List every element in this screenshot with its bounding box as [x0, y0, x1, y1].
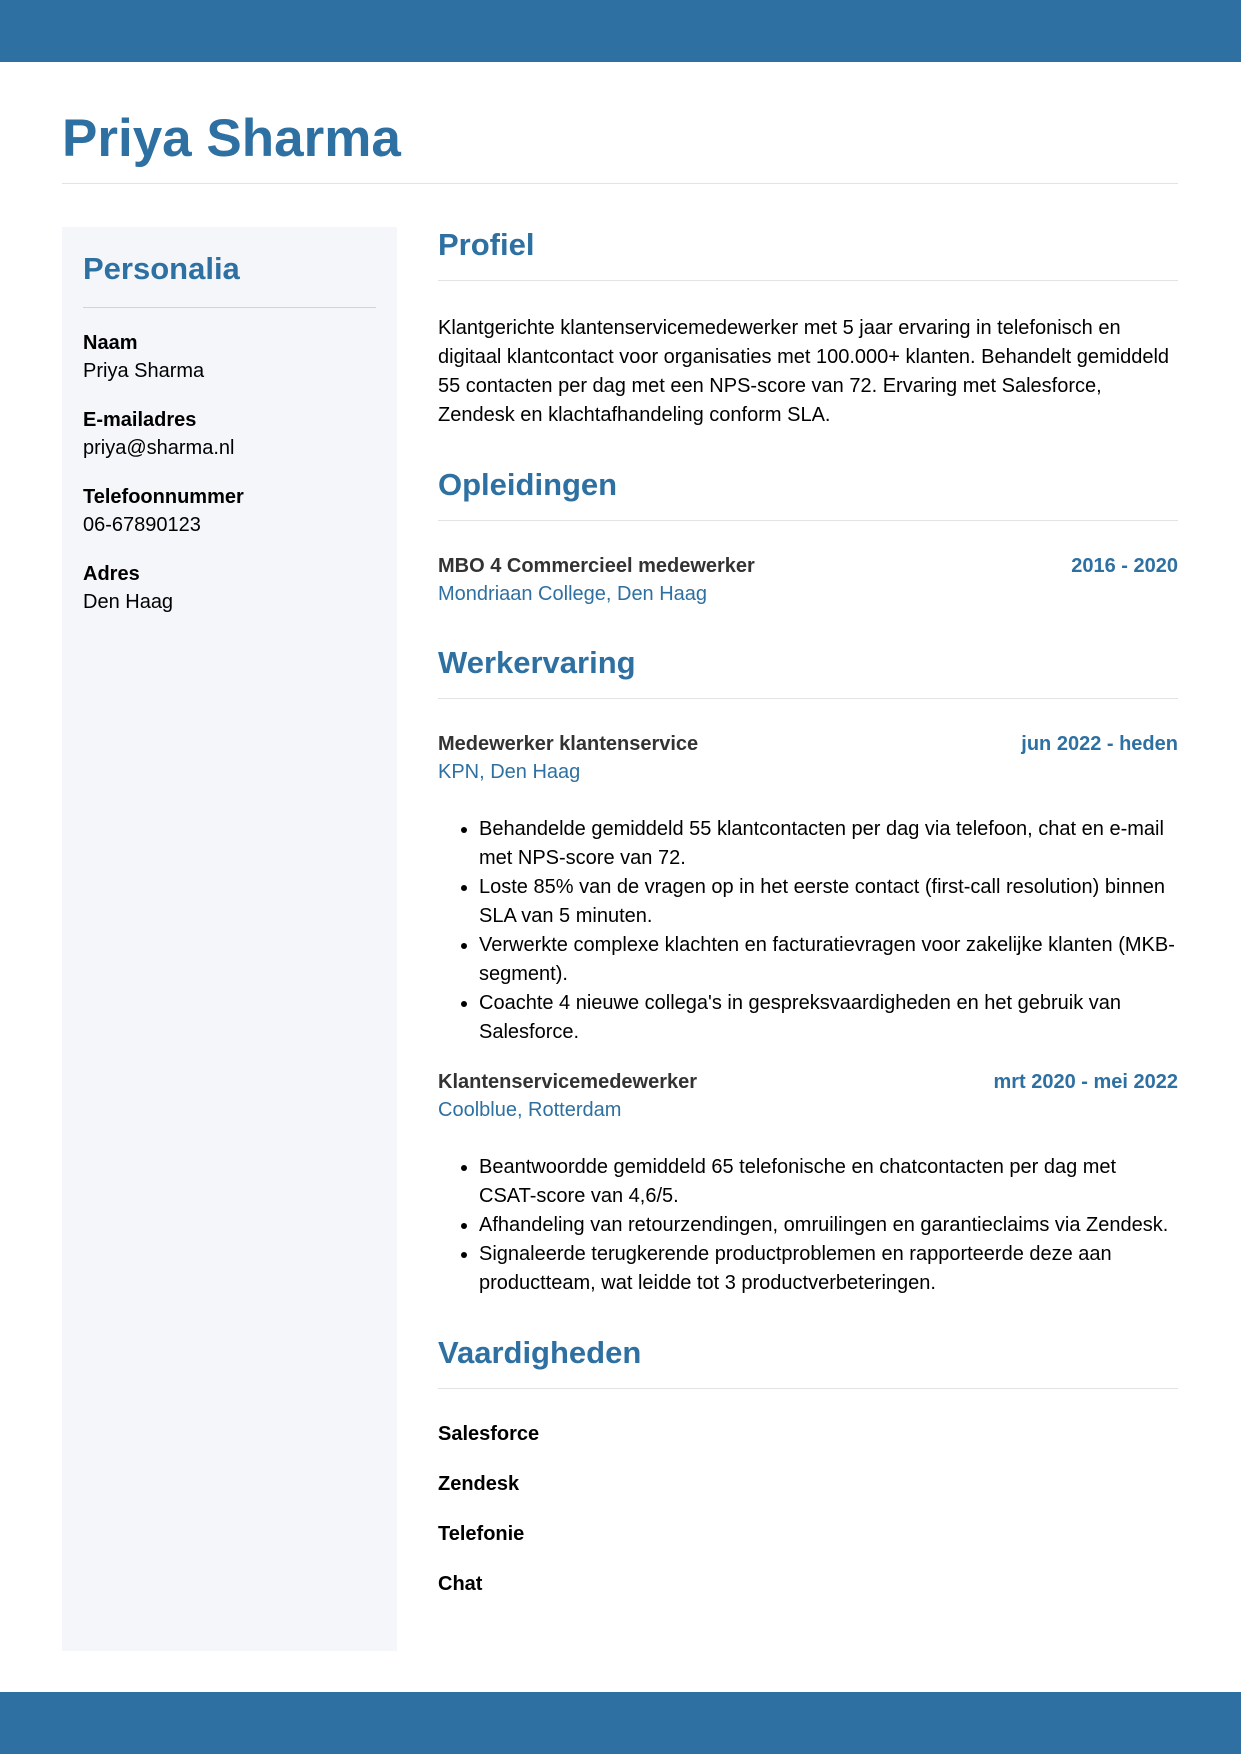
list-item: • Beantwoordde gemiddeld 65 telefonische en chatcontacten per dag met CSAT-score van 4,6/5.	[479, 1153, 1178, 1211]
field-label: E-mailadres	[83, 409, 197, 431]
list-item: • Loste 85% van de vragen op in het eerste contact (first-call resolution) binnen SLA van 5 minuten.	[479, 873, 1178, 931]
email-value[interactable]: priya@sharma.nl	[83, 437, 235, 459]
experience-entry	[438, 1068, 1178, 1298]
phone-value[interactable]: 06-67890123	[83, 514, 201, 536]
field-value: Priya Sharma	[83, 360, 205, 382]
title-divider	[62, 183, 1178, 184]
education-entry	[438, 552, 1178, 608]
field-phone	[83, 483, 376, 539]
list-item: • Verwerkte complexe klachten en facturatievragen voor zakelijke klanten (MKB-segment).	[479, 931, 1178, 989]
field-label: Naam	[83, 332, 138, 354]
field-label: Adres	[83, 563, 140, 585]
section-divider	[438, 1388, 1178, 1389]
sidebar-divider	[83, 307, 376, 308]
profile-section	[438, 224, 1178, 430]
list-item: • Behandelde gemiddeld 55 klantcontacten per dag via telefoon, chat en e-mail met NPS-score van 72.	[479, 815, 1178, 873]
entry-title: Medewerker klantenservice	[438, 733, 699, 755]
entry-institution: Mondriaan College, Den Haag	[438, 583, 708, 605]
skills-section	[438, 1332, 1178, 1598]
personal-info-sidebar	[62, 227, 397, 1651]
entry-date: mrt 2020 - mei 2022	[993, 1071, 1178, 1093]
bottom-banner	[0, 1692, 1241, 1754]
entry-title: MBO 4 Commercieel medewerker	[438, 555, 755, 577]
page-title: Priya Sharma	[62, 109, 401, 168]
field-value: Den Haag	[83, 591, 174, 613]
profile-text: Klantgerichte klantenservicemedewerker met 5 jaar ervaring in telefonisch en digitaal klantcontact voor organisaties met 100.000+ klanten. Behandelt gemiddeld 55 contacten per dag met een NPS-score van 72. Ervaring met Salesforce, Zendesk en klachtafhandeling conform SLA.	[438, 317, 1170, 426]
main-content	[438, 224, 1178, 1620]
list-item: • Signaleerde terugkerende productproblemen en rapporteerde deze aan productteam, wat leidde tot 3 productverbeteringen.	[479, 1240, 1178, 1298]
section-divider	[438, 280, 1178, 281]
achievement-list	[438, 1153, 1178, 1298]
entry-company: KPN, Den Haag	[438, 761, 581, 783]
experience-entry	[438, 730, 1178, 1047]
section-heading: Vaardigheden	[438, 1335, 642, 1370]
experience-section	[438, 642, 1178, 1298]
field-label: Telefoonnummer	[83, 486, 244, 508]
section-heading: Profiel	[438, 227, 535, 262]
entry-date: 2016 - 2020	[1071, 555, 1178, 577]
section-divider	[438, 698, 1178, 699]
skill-item: Zendesk	[438, 1473, 520, 1495]
skill-item: Salesforce	[438, 1423, 540, 1445]
achievement-list	[438, 815, 1178, 1047]
education-section	[438, 464, 1178, 608]
field-name	[83, 329, 376, 385]
list-item: • Afhandeling van retourzendingen, omruilingen en garantieclaims via Zendesk.	[479, 1211, 1178, 1240]
field-address	[83, 560, 376, 616]
section-heading: Werkervaring	[438, 645, 636, 680]
skill-item: Chat	[438, 1573, 483, 1595]
section-divider	[438, 520, 1178, 521]
skill-item: Telefonie	[438, 1523, 525, 1545]
section-heading: Opleidingen	[438, 467, 618, 502]
entry-title: Klantenservicemedewerker	[438, 1071, 698, 1093]
field-email	[83, 406, 376, 462]
entry-date: jun 2022 - heden	[1021, 733, 1178, 755]
sidebar-title: Personalia	[83, 251, 240, 286]
top-banner	[0, 0, 1241, 62]
list-item: • Coachte 4 nieuwe collega's in gespreksvaardigheden en het gebruik van Salesforce.	[479, 989, 1178, 1047]
skills-list	[438, 1420, 1178, 1598]
entry-company: Coolblue, Rotterdam	[438, 1099, 622, 1121]
